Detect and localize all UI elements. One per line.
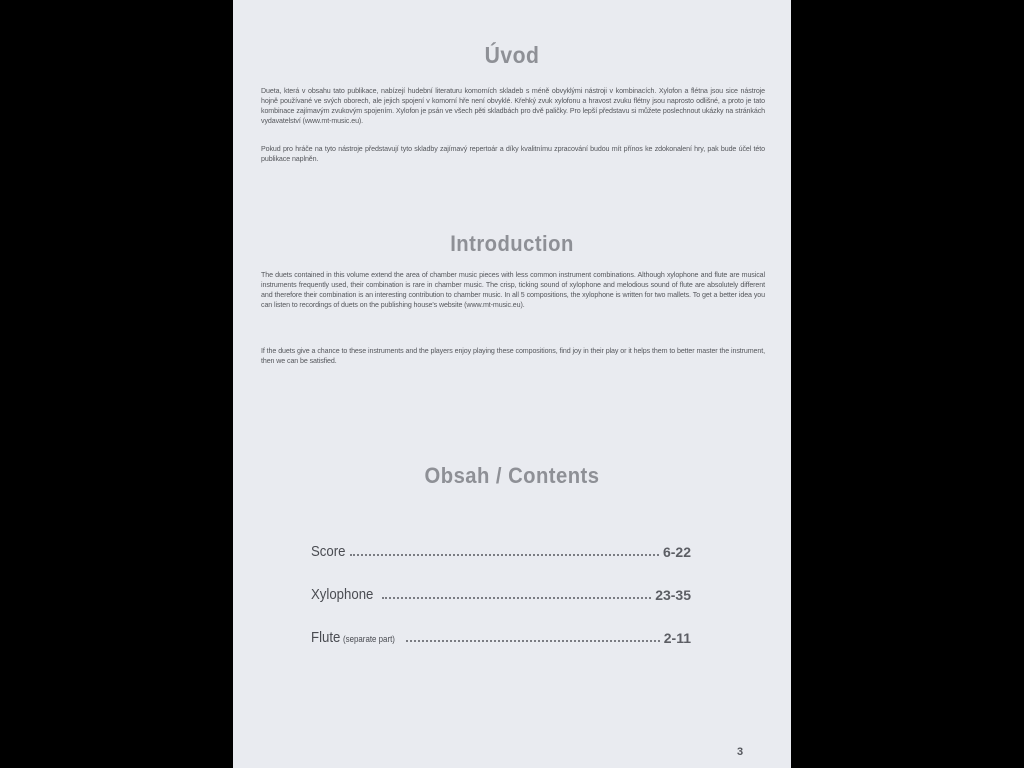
toc-leader-dots — [406, 639, 659, 642]
toc-entry-title — [311, 629, 395, 646]
czech-paragraph-2: Pokud pro hráče na tyto nástroje představují tyto skladby zajímavý repertoár a díky kvalitnímu zpracování budou mít přínos ke zdokonalení hry, pak bude účel této publikace naplněn. — [261, 145, 765, 163]
toc-entry-note: (separate part) — [342, 634, 395, 644]
toc-entry-pages: 23-35 — [655, 587, 691, 603]
toc-entry-xylophone — [311, 581, 691, 603]
page-number: 3 — [737, 746, 744, 758]
toc-entry-title-text: Flute — [311, 629, 341, 646]
heading-contents: Obsah / Contents — [424, 463, 600, 488]
heading-uvod: Úvod — [484, 42, 540, 68]
document-page — [233, 0, 791, 768]
heading-introduction: Introduction — [450, 231, 574, 256]
toc-entry-flute — [311, 624, 691, 646]
english-paragraph-1: The duets contained in this volume extend the area of chamber music pieces with less common instrument combinations. Although xylophone and flute are musical instruments frequently used, their combination is rare in chamber music. The crisp, ticking sound of xylophone and melodious sound of flute are absolutely different and therefore their combination is an interesting contribution to chamber music. In all 5 compositions, the xylophone is written for two mallets. To get a better idea you can listen to recordings of duets on the publishing house's website (www.mt-music.eu). — [261, 271, 765, 309]
toc-entry-pages: 2-11 — [663, 630, 691, 646]
toc-entry-title: Score — [311, 543, 346, 560]
toc-entry-score — [311, 538, 691, 560]
toc-entry-pages: 6-22 — [662, 544, 691, 560]
czech-paragraph-1: Dueta, která v obsahu tato publikace, nabízejí hudební literaturu komorních skladeb s méně obvyklými nástroji v kombinacích. Xylofon a flétna jsou sice nástroje hojně používané ve svých oborech, ale jejich spojení v komorní hře není obvyklé. Křehký zvuk xylofonu a hravost zvuku flétny jsou naprosto odlišné, a proto je tato kombinace zajímavým zvukovým spojením. Xylofon je psán ve všech pěti skladbách pro dvě paličky. Pro lepší představu si můžete poslechnout ukázky na stránkách vydavatelství (www.mt-music.eu). — [261, 87, 765, 125]
toc-entry-title: Xylophone — [311, 586, 374, 603]
toc-leader-dots — [382, 596, 651, 599]
toc-leader-dots — [350, 553, 659, 556]
english-paragraph-2: If the duets give a chance to these instruments and the players enjoy playing these compositions, find joy in their play or it helps them to better master the instrument, then we can be satisfied. — [261, 347, 765, 365]
